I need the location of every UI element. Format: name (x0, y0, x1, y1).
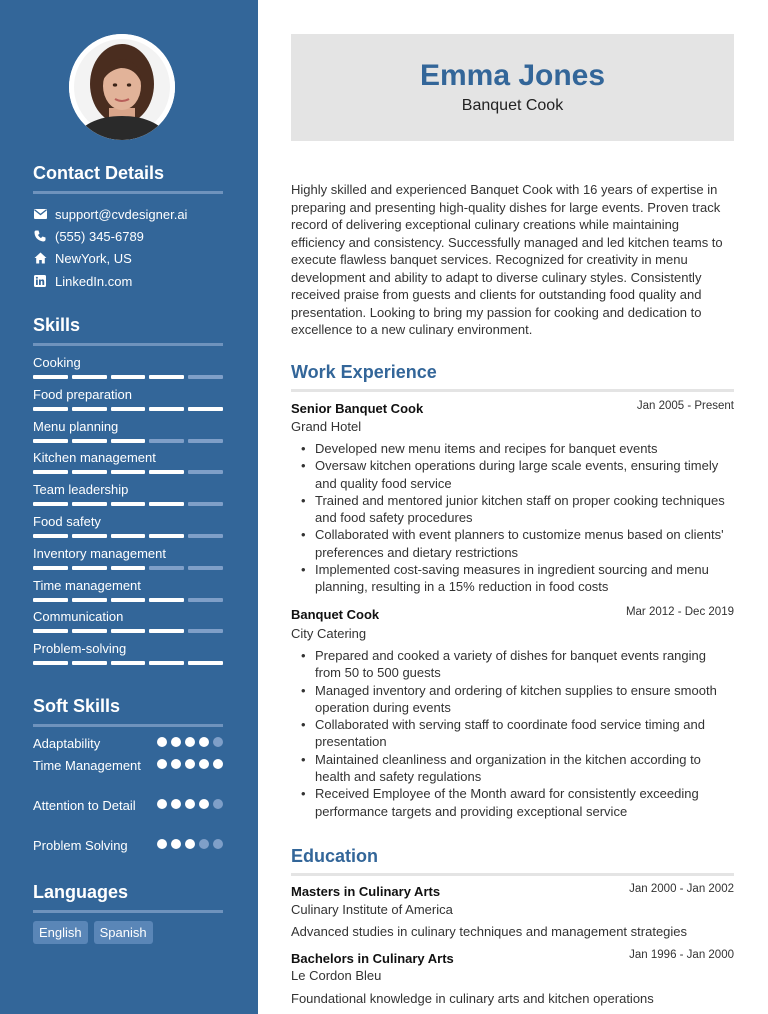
rating-dot (199, 759, 209, 769)
contact-location-text: NewYork, US (55, 250, 132, 266)
skill-level-segment (33, 470, 68, 474)
skill-level-segment (188, 598, 223, 602)
phone-icon (33, 229, 47, 243)
rating-dot (213, 737, 223, 747)
skill-level-segment (33, 375, 68, 379)
skill-item (33, 546, 223, 570)
rating-dot (213, 799, 223, 809)
skill-level-segment (111, 470, 146, 474)
contact-linkedin[interactable] (33, 272, 132, 290)
skill-level-segment (188, 534, 223, 538)
skill-level-segment (149, 439, 184, 443)
skill-label: Team leadership (33, 482, 129, 498)
skill-item (33, 482, 223, 506)
degree-title: Masters in Culinary Arts (291, 884, 441, 899)
job-company: City Catering (291, 626, 367, 641)
skill-level-bar (33, 375, 223, 379)
skill-level-segment (149, 566, 184, 570)
soft-skill-rating (157, 799, 223, 809)
skill-level-segment (188, 375, 223, 379)
soft-skill-rating (157, 839, 223, 849)
rating-dot (157, 759, 167, 769)
rating-dot (171, 799, 181, 809)
profile-photo-icon (69, 34, 175, 140)
contact-email-text: support@cvdesigner.ai (55, 206, 188, 222)
skill-level-segment (72, 375, 107, 379)
list-item: • Received Employee of the Month award for consistently exceeding performance targets and providing exceptional service (300, 785, 730, 820)
skill-level-bar (33, 661, 223, 665)
skill-level-segment (188, 407, 223, 411)
professional-summary: Highly skilled and experienced Banquet Cook with 16 years of expertise in preparing and presenting high-quality dishes for large events. Proven track record of delivering exceptional culinary creations while maintaining efficiency and consistency. Successfully managed and led kitchen teams to execute flawless banquet services. Recognized for creativity in menu development and ability to adapt to diverse culinary styles. Consistently received praise from guests and clients for outstanding food quality and presentation. Looking to bring my passion for cooking and dedication to excellence to a new culinary environment. (291, 182, 723, 337)
skill-level-segment (72, 502, 107, 506)
contact-phone[interactable] (33, 227, 144, 245)
skill-level-segment (149, 470, 184, 474)
soft-skill-rating (157, 759, 223, 769)
skill-label: Food preparation (33, 386, 133, 402)
work-experience-heading: Work Experience (291, 362, 734, 392)
list-item: • Implemented cost-saving measures in ingredient sourcing and menu planning, resulting in a 15% reduction in food costs (300, 561, 730, 596)
skill-level-segment (149, 534, 184, 538)
rating-dot (199, 839, 209, 849)
skill-level-segment (149, 502, 184, 506)
rating-dot (171, 737, 181, 747)
sidebar (0, 0, 258, 1014)
list-item: • Collaborated with serving staff to coordinate food service timing and presentation (300, 716, 730, 751)
job-company: Grand Hotel (291, 419, 362, 434)
skill-level-segment (149, 661, 184, 665)
skill-label: Cooking (33, 355, 81, 370)
list-item: • Managed inventory and ordering of kitchen supplies to ensure smooth operation during events (300, 682, 730, 717)
skill-level-segment (72, 629, 107, 633)
rating-dot (185, 839, 195, 849)
skill-level-segment (111, 407, 146, 411)
job-bullets (300, 647, 730, 820)
person-title: Banquet Cook (461, 97, 564, 114)
job-dates: Mar 2012 - Dec 2019 (625, 606, 734, 618)
skill-level-segment (149, 407, 184, 411)
skill-level-segment (33, 534, 68, 538)
skill-level-segment (149, 598, 184, 602)
home-icon (33, 251, 47, 265)
skill-level-segment (72, 566, 107, 570)
skill-item (33, 641, 223, 665)
contact-linkedin-text: LinkedIn.com (55, 273, 133, 289)
job-bullets (300, 440, 730, 596)
degree-description: Foundational knowledge in culinary arts and kitchen operations (291, 991, 654, 1006)
skill-level-segment (111, 598, 146, 602)
contact-phone-text: (555) 345-6789 (55, 228, 144, 244)
contact-location (33, 249, 132, 267)
skill-level-segment (188, 566, 223, 570)
skill-level-segment (33, 566, 68, 570)
languages-list (33, 921, 153, 944)
skill-level-bar (33, 439, 223, 443)
skill-label: Food safety (33, 514, 101, 529)
skill-item (33, 419, 223, 443)
skill-level-segment (111, 502, 146, 506)
skill-label: Kitchen management (33, 450, 156, 466)
skill-level-segment (149, 375, 184, 379)
skill-level-segment (33, 598, 68, 602)
skill-level-segment (188, 439, 223, 443)
envelope-icon (33, 207, 47, 221)
skill-item (33, 514, 223, 538)
skill-level-segment (188, 661, 223, 665)
skill-item (33, 387, 223, 411)
soft-skill-item (33, 735, 223, 752)
rating-dot (185, 737, 195, 747)
skill-label: Time management (33, 577, 141, 593)
skill-level-segment (188, 629, 223, 633)
degree-dates: Jan 1996 - Jan 2000 (629, 949, 734, 961)
list-item: • Prepared and cooked a variety of dishes for banquet events ranging from 50 to 500 guests (300, 647, 730, 682)
rating-dot (171, 759, 181, 769)
degree-description: Advanced studies in culinary techniques and management strategies (291, 924, 688, 939)
soft-skill-label: Adaptability (33, 736, 101, 751)
education-heading: Education (291, 846, 734, 876)
skill-level-segment (72, 439, 107, 443)
skill-level-segment (111, 534, 146, 538)
skill-level-segment (188, 470, 223, 474)
avatar (69, 34, 175, 140)
skill-level-segment (111, 439, 146, 443)
rating-dot (157, 799, 167, 809)
skill-level-segment (72, 661, 107, 665)
skill-level-bar (33, 502, 223, 506)
soft-skill-item (33, 797, 223, 814)
rating-dot (157, 737, 167, 747)
skill-level-bar (33, 598, 223, 602)
skill-level-segment (33, 439, 68, 443)
rating-dot (185, 799, 195, 809)
rating-dot (185, 759, 195, 769)
skill-level-segment (33, 502, 68, 506)
person-name: Emma Jones (419, 59, 606, 92)
skill-item (33, 578, 223, 602)
skill-level-segment (33, 629, 68, 633)
list-item: • Maintained cleanliness and organization in the kitchen according to health and safety regulations (300, 751, 730, 786)
languages-heading: Languages (33, 882, 223, 913)
list-item: • Trained and mentored junior kitchen staff on proper cooking techniques and food safety procedures (300, 492, 730, 527)
skills-heading: Skills (33, 315, 223, 346)
skill-level-segment (72, 407, 107, 411)
soft-skills-heading: Soft Skills (33, 696, 223, 727)
job-title: Banquet Cook (291, 607, 380, 622)
job-dates: Jan 2005 - Present (636, 400, 734, 412)
school-name: Le Cordon Bleu (291, 968, 382, 983)
skill-level-segment (188, 502, 223, 506)
rating-dot (213, 759, 223, 769)
skill-level-bar (33, 407, 223, 411)
rating-dot (199, 799, 209, 809)
skill-item (33, 355, 223, 379)
skill-item (33, 609, 223, 633)
skill-level-segment (72, 598, 107, 602)
rating-dot (157, 839, 167, 849)
degree-title: Bachelors in Culinary Arts (291, 951, 454, 966)
skill-level-segment (111, 661, 146, 665)
skill-level-bar (33, 566, 223, 570)
soft-skill-item (33, 837, 223, 854)
rating-dot (213, 839, 223, 849)
language-badge: Spanish (94, 921, 153, 944)
skill-level-segment (72, 534, 107, 538)
soft-skill-label: Problem Solving (33, 838, 128, 853)
school-name: Culinary Institute of America (291, 902, 453, 917)
language-badge: English (33, 921, 88, 944)
rating-dot (199, 737, 209, 747)
soft-skill-label: Time Management (33, 758, 141, 773)
soft-skill-label: Attention to Detail (33, 798, 136, 813)
contact-email[interactable] (33, 205, 187, 223)
list-item: • Collaborated with event planners to customize menus based on clients' preferences and dietary restrictions (300, 526, 730, 561)
skill-item (33, 450, 223, 474)
skill-level-segment (111, 375, 146, 379)
skill-level-segment (33, 661, 68, 665)
skill-level-bar (33, 534, 223, 538)
rating-dot (171, 839, 181, 849)
skill-level-segment (72, 470, 107, 474)
soft-skill-item (33, 757, 223, 774)
list-item: • Oversaw kitchen operations during large scale events, ensuring timely and quality food service (300, 457, 730, 492)
skill-label: Menu planning (33, 418, 119, 434)
resume-header (291, 34, 734, 141)
skill-label: Communication (33, 609, 124, 625)
skill-level-segment (111, 566, 146, 570)
linkedin-icon (33, 274, 47, 288)
degree-dates: Jan 2000 - Jan 2002 (629, 883, 734, 895)
skill-level-segment (33, 407, 68, 411)
job-title: Senior Banquet Cook (291, 401, 424, 416)
skill-label: Problem-solving (33, 641, 127, 657)
skill-level-segment (149, 629, 184, 633)
soft-skill-rating (157, 737, 223, 747)
skill-level-bar (33, 629, 223, 633)
list-item: • Developed new menu items and recipes for banquet events (300, 440, 730, 457)
skill-level-bar (33, 470, 223, 474)
contact-heading: Contact Details (33, 163, 223, 194)
skill-label: Inventory management (33, 545, 166, 561)
skill-level-segment (111, 629, 146, 633)
